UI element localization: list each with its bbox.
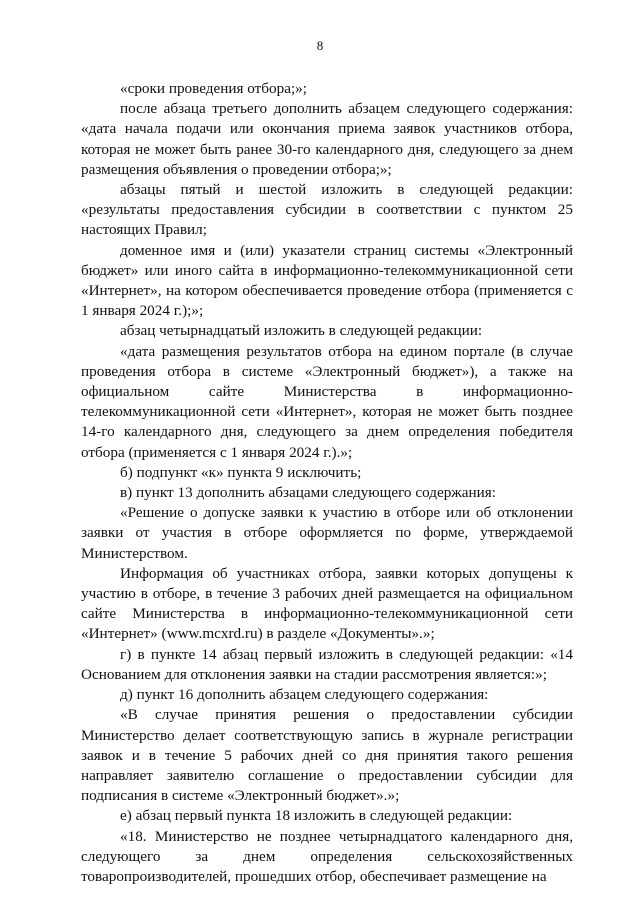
paragraph-10: Информация об участниках отбора, заявки которых допущены к участию в отборе, в течение 3 рабочих дней размещается на официальном сайте Министерства в информационно-телекоммуникационной сети «Интернет» (www.mcxrd.ru) в разделе «Документы».»; bbox=[81, 564, 573, 643]
paragraph-2: после абзаца третьего дополнить абзацем следующего содержания: «дата начала подачи или окончания приема заявок участников отбора, которая не может быть ранее 30-го календарного дня, следующего за днем размещения объявления о проведении отбора;»; bbox=[81, 100, 573, 178]
paragraph-9: «Решение о допуске заявки к участию в отборе или об отклонении заявки от участия в отборе оформляется по форме, утверждаемой Министерством. bbox=[81, 504, 573, 562]
paragraph-4: доменное имя и (или) указатели страниц системы «Электронный бюджет» или иного сайта в информационно-телекоммуникационной сети «Интернет», на котором обеспечивается проведение отбора (применяется с 1 января 2024 г.);»; bbox=[81, 241, 573, 320]
paragraph-11: г) в пункте 14 абзац первый изложить в следующей редакции: «14 Основанием для отклонения заявки на стадии рассмотрения является:»; bbox=[81, 645, 573, 683]
paragraph-6: «дата размещения результатов отбора на едином портале (в случае проведения отбора в системе «Электронный бюджет»), а также на официальном сайте Министерства в информационно-телекоммуникационной сети «Интернет», которая не может быть позднее 14-го календарного дня, следующего за днем определения победителя отбора (применяется с 1 января 2024 г.).»; bbox=[81, 342, 573, 461]
paragraph-1: «сроки проведения отбора;»; bbox=[120, 80, 307, 97]
paragraph-8: в) пункт 13 дополнить абзацами следующего содержания: bbox=[120, 484, 496, 502]
paragraph-5: абзац четырнадцатый изложить в следующей редакции: bbox=[120, 322, 483, 340]
paragraph-7: б) подпункт «к» пункта 9 исключить; bbox=[120, 463, 362, 481]
paragraph-3: абзацы пятый и шестой изложить в следующей редакции: «результаты предоставления субсидии в соответствии с пунктом 25 настоящих Правил; bbox=[81, 181, 573, 239]
paragraph-13: «В случае принятия решения о предоставлении субсидии Министерство делает соответствующую запись в журнале регистрации заявок и в течение 5 рабочих дней со дня принятия такого решения направляет заявителю соглашение о предоставлении субсидии для подписания в системе «Электронный бюджет».»; bbox=[81, 706, 573, 805]
page-number: 8 bbox=[316, 38, 324, 53]
paragraph-14: е) абзац первый пункта 18 изложить в следующей редакции: bbox=[120, 807, 513, 825]
paragraph-15: «18. Министерство не позднее четырнадцатого календарного дня, следующего за днем определения сельскохозяйственных товаропроизводителей, прошедших отбор, обеспечивает размещение на bbox=[81, 827, 573, 885]
paragraph-12: д) пункт 16 дополнить абзацем следующего содержания: bbox=[120, 686, 489, 704]
document-body bbox=[81, 79, 573, 887]
